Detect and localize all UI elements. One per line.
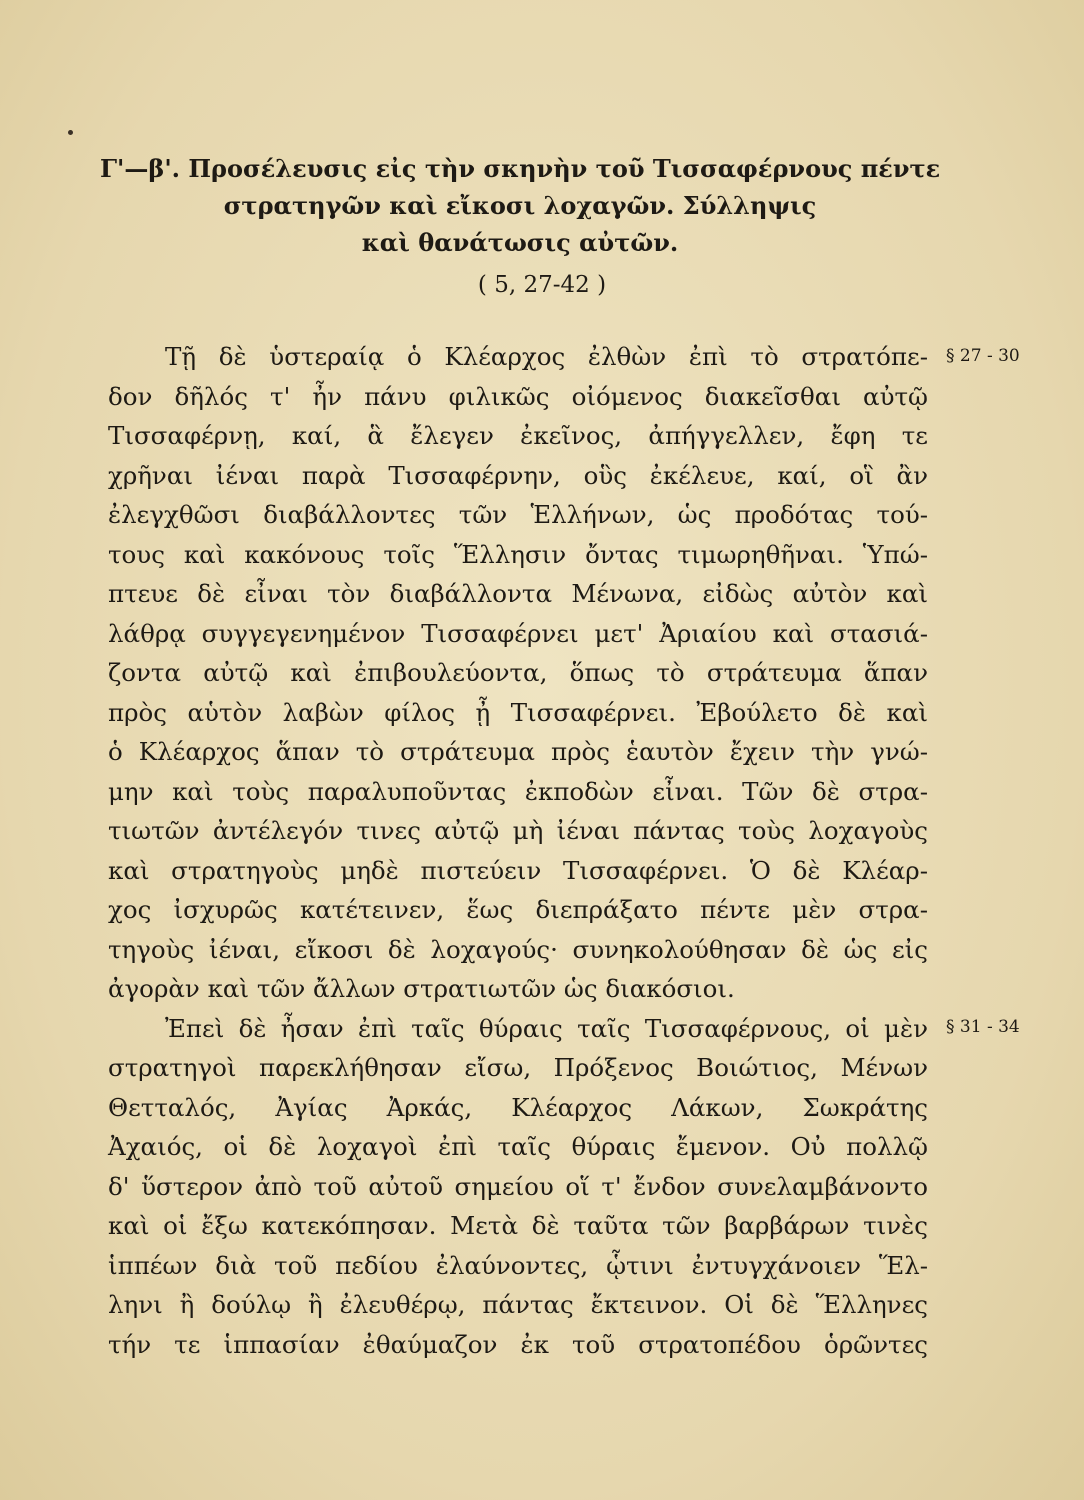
text-line: ἱππέων διὰ τοῦ πεδίου ἐλαύνοντες, ᾧτινι ἐντυγχάνοιεν Ἕλ-: [108, 1250, 928, 1280]
margin-note-31-34: § 31 - 34: [946, 1017, 1020, 1037]
section-heading: [100, 150, 940, 261]
text-line: καὶ στρατηγοὺς μηδὲ πιστεύειν Τισσαφέρνει. Ὁ δὲ Κλέαρ-: [108, 855, 928, 885]
paragraph-2: [108, 1009, 928, 1365]
margin-note-27-30: § 27 - 30: [946, 346, 1020, 366]
text-line: ἀγορὰν καὶ τῶν ἄλλων στρατιωτῶν ὡς διακόσιοι.: [108, 974, 735, 1003]
text-line: τηγοὺς ἰέναι, εἴκοσι δὲ λοχαγούς· συνηκολούθησαν δὲ ὡς εἰς: [108, 934, 928, 964]
heading-line: στρατηγῶν καὶ εἴκοσι λοχαγῶν. Σύλληψις: [223, 191, 817, 220]
text-line: ληνι ἢ δούλῳ ἢ ἐλευθέρῳ, πάντας ἔκτεινον. Οἱ δὲ Ἕλληνες: [108, 1290, 928, 1319]
heading-line: Γ'—β'. Προσέλευσις εἰς τὴν σκηνὴν τοῦ Τισσαφέρνους πέντε: [100, 154, 941, 183]
text-line: ἐλεγχθῶσι διαβάλλοντες τῶν Ἑλλήνων, ὡς προδότας τού-: [108, 500, 928, 529]
text-line: μην καὶ τοὺς παραλυποῦντας ἐκποδὼν εἶναι. Τῶν δὲ στρα-: [108, 776, 928, 806]
text-line: χρῆναι ἰέναι παρὰ Τισσαφέρνην, οὓς ἐκέλευε, καί, οἳ ἂν: [108, 460, 928, 490]
text-line: τιωτῶν ἀντέλεγόν τινες αὐτῷ μὴ ἰέναι πάντας τοὺς λοχαγοὺς: [108, 816, 928, 845]
text-line: πρὸς αὑτὸν λαβὼν φίλος ᾖ Τισσαφέρνει. Ἐβούλετο δὲ καὶ: [108, 697, 928, 727]
passage-reference: ( 5, 27-42 ): [477, 272, 607, 298]
text-line: Ἀχαιός, οἱ δὲ λοχαγοὶ ἐπὶ ταῖς θύραις ἔμενον. Οὐ πολλῷ: [108, 1132, 928, 1161]
text-line: Ἐπεὶ δὲ ἦσαν ἐπὶ ταῖς θύραις ταῖς Τισσαφέρνους, οἱ μὲν: [165, 1013, 928, 1043]
text-line: ὁ Κλέαρχος ἅπαν τὸ στράτευμα πρὸς ἑαυτὸν ἔχειν τὴν γνώ-: [108, 737, 928, 766]
text-line: καὶ οἱ ἔξω κατεκόπησαν. Μετὰ δὲ ταῦτα τῶν βαρβάρων τινὲς: [108, 1211, 928, 1240]
text-line: λάθρᾳ συγγεγενημένον Τισσαφέρνει μετ' Ἀριαίου καὶ στασιά-: [108, 618, 928, 648]
text-line: Τῇ δὲ ὑστεραίᾳ ὁ Κλέαρχος ἐλθὼν ἐπὶ τὸ στρατόπε-: [165, 342, 928, 371]
text-line: τους καὶ κακόνους τοῖς Ἕλλησιν ὄντας τιμωρηθῆναι. Ὑπώ-: [108, 539, 928, 569]
text-line: δον δῆλός τ' ἦν πάνυ φιλικῶς οἰόμενος διακεῖσθαι αὐτῷ: [108, 381, 928, 411]
heading-line: καὶ θανάτωσις αὐτῶν.: [361, 228, 679, 257]
text-line: Θετταλός, Ἀγίας Ἀρκάς, Κλέαρχος Λάκων, Σωκράτης: [108, 1092, 928, 1122]
text-line: τήν τε ἱππασίαν ἐθαύμαζον ἐκ τοῦ στρατοπέδου ὁρῶντες: [108, 1329, 928, 1359]
text-line: πτευε δὲ εἶναι τὸν διαβάλλοντα Μένωνα, εἰδὼς αὐτὸν καὶ: [108, 579, 928, 608]
ink-speck: [68, 130, 73, 135]
text-line: στρατηγοὶ παρεκλήθησαν εἴσω, Πρόξενος Βοιώτιος, Μένων: [108, 1053, 928, 1082]
text-line: ζοντα αὐτῷ καὶ ἐπιβουλεύοντα, ὅπως τὸ στράτευμα ἅπαν: [108, 658, 928, 687]
paragraph-1: [108, 337, 928, 1009]
text-line: Τισσαφέρνῃ, καί, ἃ ἔλεγεν ἐκεῖνος, ἀπήγγελλεν, ἔφη τε: [108, 421, 928, 450]
body-text: [108, 337, 928, 1364]
text-line: χος ἰσχυρῶς κατέτεινεν, ἕως διεπράξατο πέντε μὲν στρα-: [108, 895, 928, 924]
text-line: δ' ὕστερον ἀπὸ τοῦ αὐτοῦ σημείου οἵ τ' ἔνδον συνελαμβάνοντο: [108, 1171, 928, 1201]
